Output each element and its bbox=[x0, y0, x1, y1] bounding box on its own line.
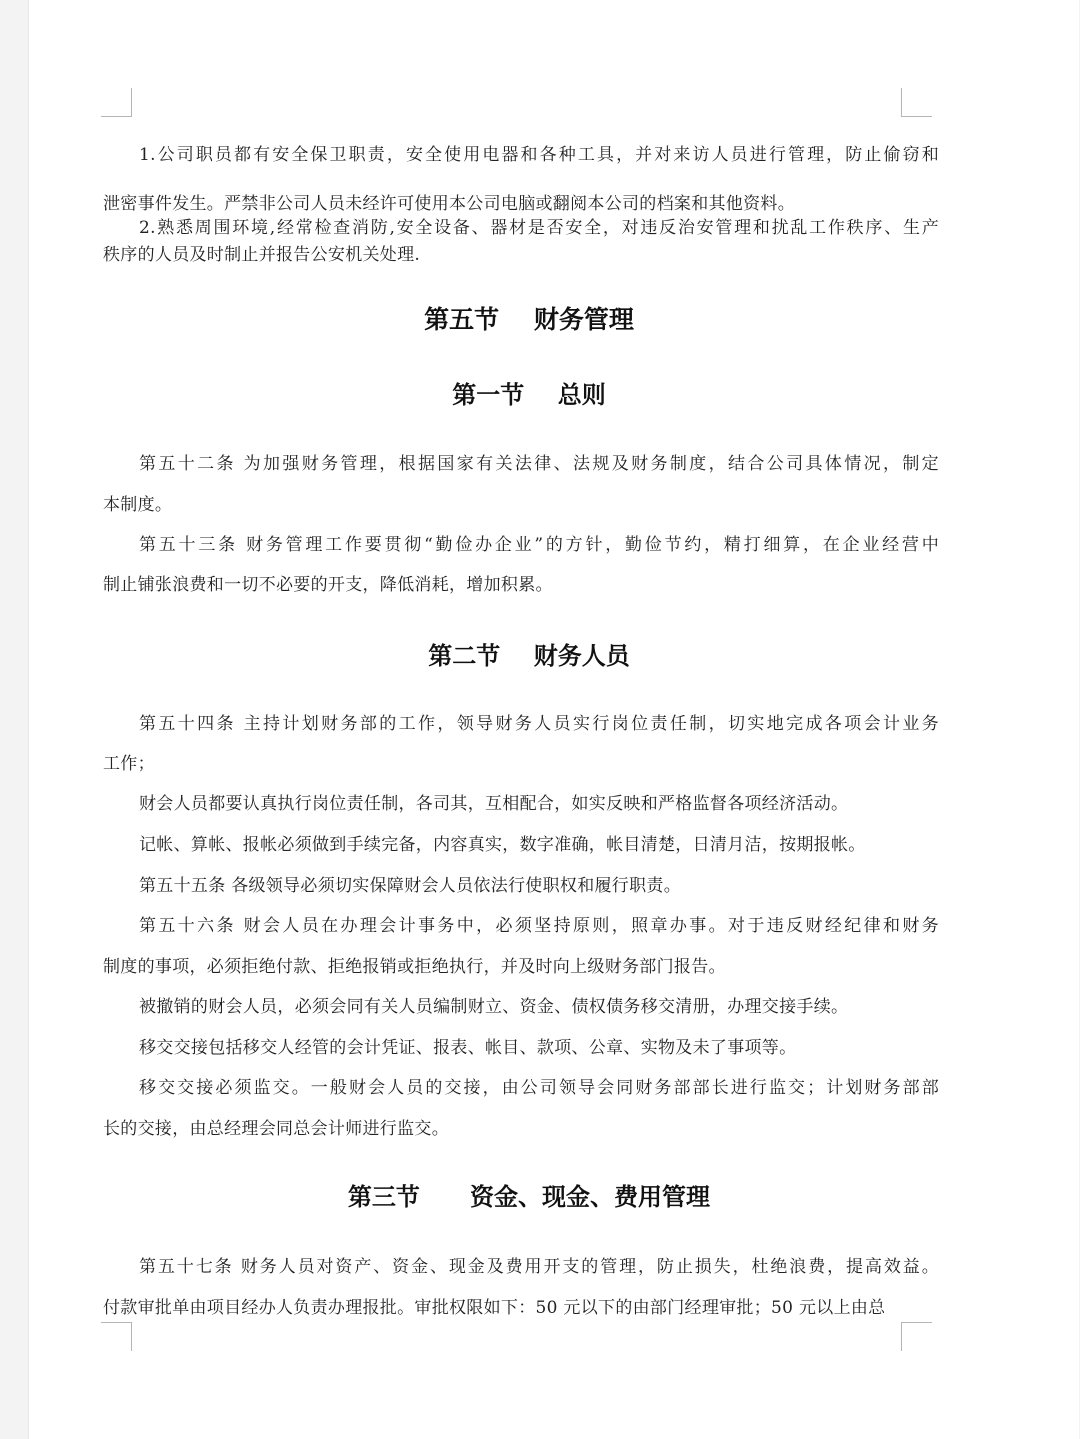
security-paragraph-2-line-1: 2.熟悉周围环境,经常检查消防,安全设备、器材是否安全，对违反治安管理和扰乱工作秩序、生产 bbox=[139, 218, 939, 238]
section-2-title: 第二节 财务人员 bbox=[428, 641, 630, 670]
article-54-line-2: 工作； bbox=[103, 754, 155, 774]
article-57-line-2: 付款审批单由项目经办人负责办理报批。审批权限如下：50 元以下的由部门经理审批；50 元以上由总 bbox=[103, 1298, 886, 1318]
chapter-title: 第五节 财务管理 bbox=[424, 305, 634, 334]
paragraph-handover-scope: 移交交接包括移交人经管的会计凭证、报表、帐目、款项、公章、实物及未了事项等。 bbox=[139, 1038, 797, 1058]
security-paragraph-1-line-1: 1.公司职员都有安全保卫职责，安全使用电器和各种工具，并对来访人员进行管理，防止偷窃和 bbox=[139, 145, 939, 165]
paragraph-duty: 财会人员都要认真执行岗位责任制，各司其，互相配合，如实反映和严格监督各项经济活动。 bbox=[139, 794, 849, 814]
paragraph-removed-staff: 被撤销的财会人员，必须会同有关人员编制财立、资金、债权债务移交清册，办理交接手续。 bbox=[139, 997, 849, 1017]
article-53-line-1: 第五十三条 财务管理工作要贯彻“勤俭办企业”的方针，勤俭节约，精打细算，在企业经营中 bbox=[139, 535, 939, 555]
article-55: 第五十五条 各级领导必须切实保障财会人员依法行使职权和履行职责。 bbox=[139, 876, 682, 896]
section-3-title: 第三节 资金、现金、费用管理 bbox=[347, 1182, 711, 1211]
document-page bbox=[28, 0, 1079, 1439]
page-corner-mark-bottom-left bbox=[101, 1322, 132, 1351]
paragraph-books: 记帐、算帐、报帐必须做到手续完备，内容真实，数字准确，帐目清楚，日清月洁，按期报帐。 bbox=[139, 835, 866, 855]
article-53-line-2: 制止铺张浪费和一切不必要的开支，降低消耗，增加积累。 bbox=[103, 575, 553, 595]
paragraph-supervision-line-2: 长的交接，由总经理会同总会计师进行监交。 bbox=[103, 1119, 449, 1139]
article-56-line-2: 制度的事项，必须拒绝付款、拒绝报销或拒绝执行，并及时向上级财务部门报告。 bbox=[103, 957, 726, 977]
security-paragraph-2-line-2: 秩序的人员及时制止并报告公安机关处理. bbox=[103, 245, 421, 265]
page-corner-mark-bottom-right bbox=[901, 1322, 932, 1351]
page-corner-mark-top-left bbox=[101, 88, 132, 117]
article-57-line-1: 第五十七条 财务人员对资产、资金、现金及费用开支的管理，防止损失，杜绝浪费，提高效益。 bbox=[139, 1257, 939, 1277]
article-52-line-2: 本制度。 bbox=[103, 495, 173, 515]
article-52-line-1: 第五十二条 为加强财务管理，根据国家有关法律、法规及财务制度，结合公司具体情况，制定 bbox=[139, 454, 939, 474]
security-paragraph-1-line-2: 泄密事件发生。严禁非公司人员未经许可使用本公司电脑或翻阅本公司的档案和其他资料。 bbox=[103, 194, 795, 214]
article-56-line-1: 第五十六条 财会人员在办理会计事务中，必须坚持原则，照章办事。对于违反财经纪律和财务 bbox=[139, 916, 939, 936]
paragraph-supervision-line-1: 移交交接必须监交。一般财会人员的交接，由公司领导会同财务部部长进行监交；计划财务部部 bbox=[139, 1078, 939, 1098]
article-54-line-1: 第五十四条 主持计划财务部的工作，领导财务人员实行岗位责任制，切实地完成各项会计业务 bbox=[139, 714, 939, 734]
section-1-title: 第一节 总则 bbox=[452, 380, 606, 409]
page-corner-mark-top-right bbox=[901, 88, 932, 117]
